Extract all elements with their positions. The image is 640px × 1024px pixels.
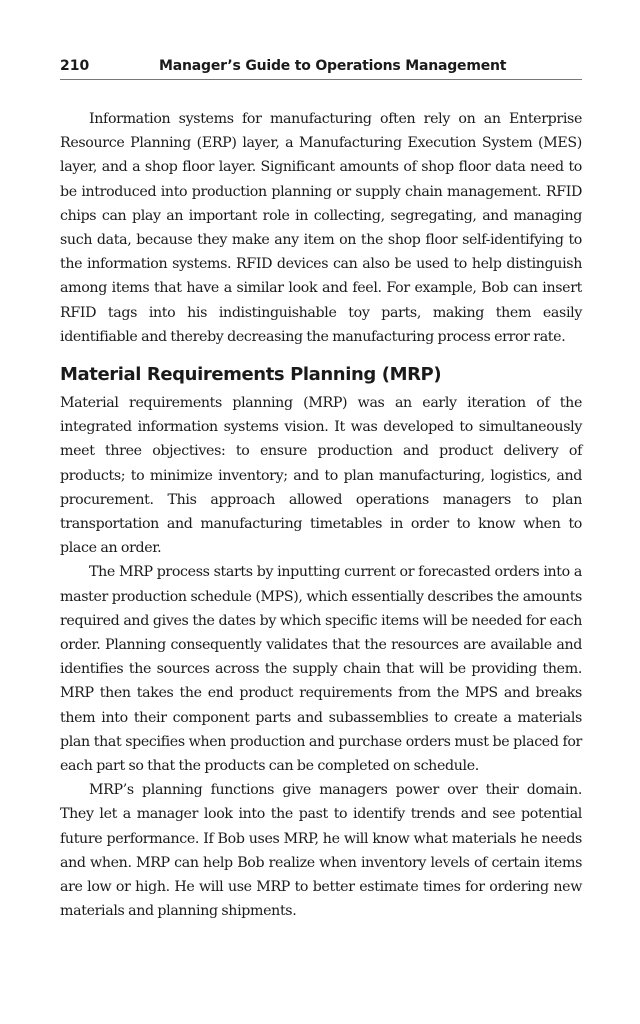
paragraph-mrp-definition: Material requirements planning (MRP) was an early iteration of the integrated information systems vision. It was developed to simultaneously meet three objectives: to ensure production and product delivery of products; to minimize inventory; and to plan manufacturing, logistics, and procurement. This approach allowed operations managers to plan transportation and manufacturing timetables in order to know when to place an order.: [60, 395, 582, 557]
book-page: [60, 0, 582, 1024]
paragraph-mrp-process: The MRP process starts by inputting current or forecasted orders into a master production schedule (MPS), which essentially describes the amounts required and gives the dates by which specific items will be needed for each order. Planning consequently validates that the resources are available and identifies the sources across the supply chain that will be providing them. MRP then takes the end product requirements from the MPS and breaks them into their component parts and subassemblies to create a materials plan that specifies when production and purchase orders must be placed for each part so that the products can be completed on schedule.: [60, 564, 582, 775]
paragraph-erp-layers: Information systems for manufacturing often rely on an Enterprise Resource Planning (ERP) layer, a Manufacturing Execution System (MES) layer, and a shop floor layer. Significant amounts of shop floor data need to be introduced into production planning or supply chain management. RFID chips can play an important role in collecting, segregating, and managing such data, because they make any item on the shop floor self-identifying to the information systems. RFID devices can also be used to help distinguish among items that have a similar look and feel. For example, Bob can insert RFID tags into his indistinguishable toy parts, making them easily identifiable and thereby decreasing the manufacturing process error rate.: [60, 111, 582, 345]
book-title: Manager’s Guide to Operations Management: [159, 58, 507, 74]
page-number: 210: [60, 58, 90, 74]
running-head: [60, 57, 582, 80]
paragraph-mrp-planning-functions: MRP’s planning functions give managers power over their domain. They let a manager look into the past to identify trends and see potential future performance. If Bob uses MRP, he will know what materials he needs and when. MRP can help Bob realize when inventory levels of certain items are low or high. He will use MRP to better estimate times for ordering new materials and planning shipments.: [60, 782, 582, 920]
section-heading: Material Requirements Planning (MRP): [60, 364, 442, 386]
body-text: [60, 107, 582, 924]
